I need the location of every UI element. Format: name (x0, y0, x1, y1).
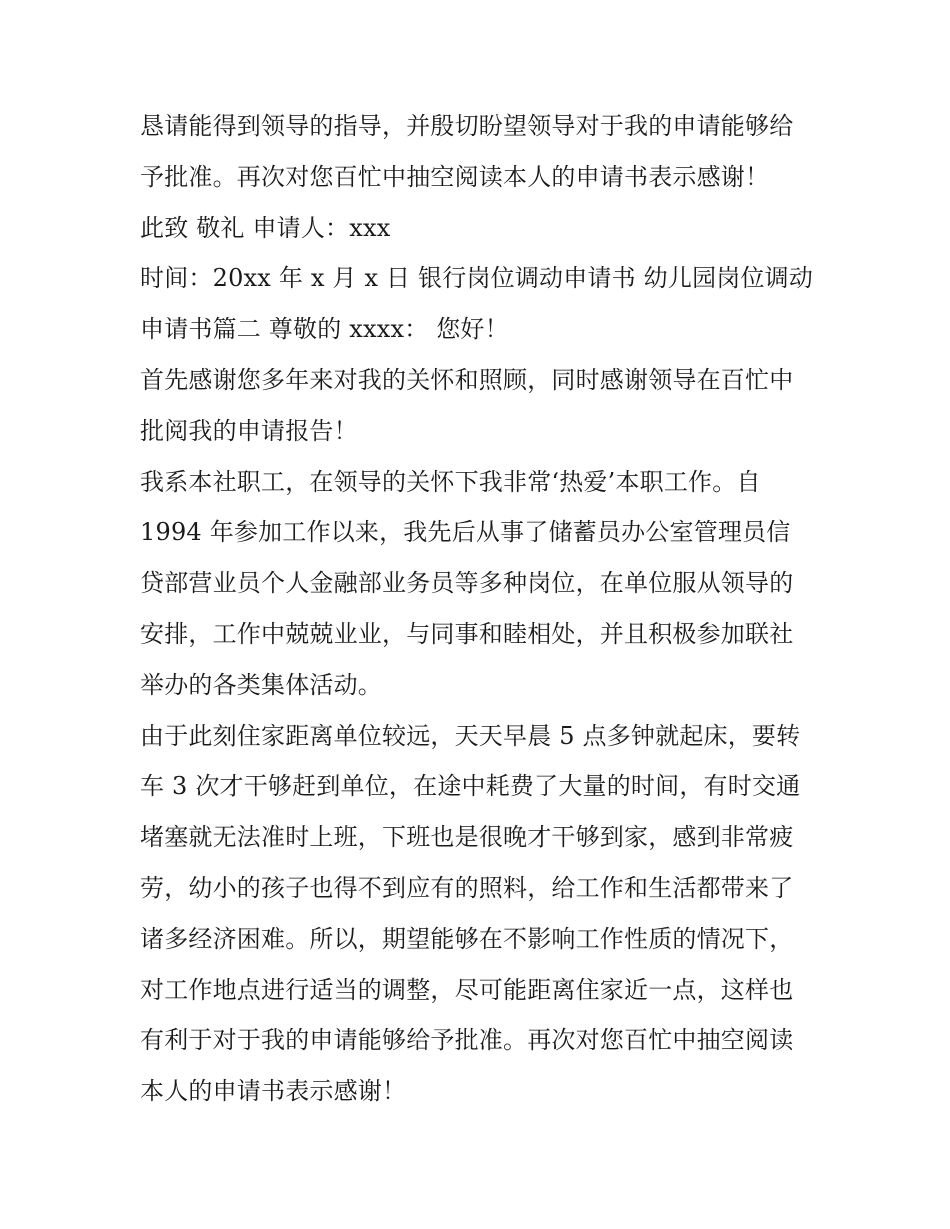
text-line-14: 车 3 次才干够赶到单位，在途中耗费了大量的时间，有时交通 (140, 772, 801, 801)
text-line-18: 对工作地点进行适当的调整，尽可能距离住家近一点，这样也 (140, 975, 794, 1004)
text-line-17: 诸多经济困难。所以，期望能够在不影响工作性质的情况下， (140, 924, 794, 953)
text-line-2: 予批准。再次对您百忙中抽空阅读本人的申请书表示感谢！ (140, 162, 770, 191)
document-body (140, 101, 820, 1117)
text-line-15: 堵塞就无法准时上班，下班也是很晚才干够到家，感到非常疲 (140, 823, 794, 852)
text-line-11: 安排，工作中兢兢业业，与同事和睦相处，并且积极参加联社 (140, 619, 794, 648)
text-line-5: 申请书篇二 尊敬的 xxxx： 您好！ (140, 315, 509, 344)
text-line-8: 我系本社职工，在领导的关怀下我非常‘热爱’本职工作。自 (140, 467, 761, 496)
text-line-13: 由于此刻住家距离单位较远，天天早晨 5 点多钟就起床，要转 (140, 721, 801, 750)
text-line-7: 批阅我的申请报告！ (140, 416, 358, 445)
text-line-12: 举办的各类集体活动。 (140, 670, 382, 699)
text-line-16: 劳，幼小的孩子也得不到应有的照料，给工作和生活都带来了 (140, 873, 794, 902)
text-line-20: 本人的申请书表示感谢！ (140, 1077, 407, 1106)
text-line-1: 恳请能得到领导的指导，并殷切盼望领导对于我的申请能够给 (140, 112, 794, 140)
text-line-4: 时间：20xx 年 x 月 x 日 银行岗位调动申请书 幼儿园岗位调动 (140, 264, 814, 293)
text-line-3: 此致 敬礼 申请人：xxx (140, 213, 391, 242)
text-line-19: 有利于对于我的申请能够给予批准。再次对您百忙中抽空阅读 (140, 1026, 794, 1055)
text-line-9: 1994 年参加工作以来，我先后从事了储蓄员办公室管理员信 (140, 518, 791, 547)
text-line-10: 贷部营业员个人金融部业务员等多种岗位，在单位服从领导的 (140, 569, 794, 598)
text-line-6: 首先感谢您多年来对我的关怀和照顾，同时感谢领导在百忙中 (140, 365, 794, 394)
